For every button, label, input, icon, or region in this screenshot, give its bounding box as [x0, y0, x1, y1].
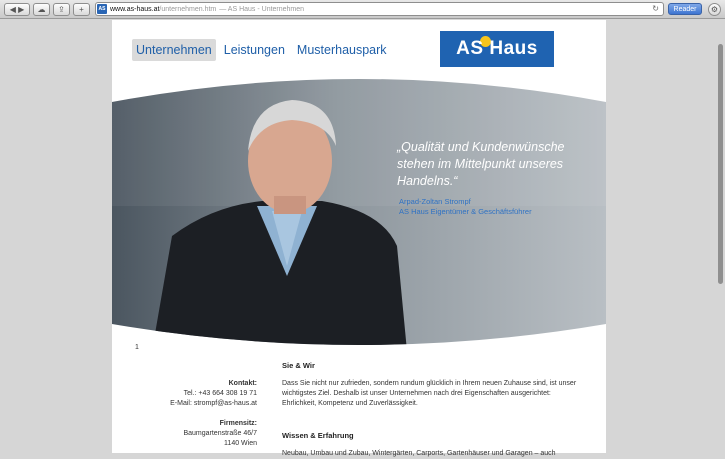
section-text-wissen: Neubau, Umbau und Zubau, Wintergärten, Carports, Gartenhäuser und Garagen – auch — [282, 450, 556, 457]
address-city: 1140 Wien — [224, 440, 257, 447]
share-icon: ⇪ — [58, 4, 65, 14]
back-forward-buttons[interactable] — [4, 3, 30, 16]
reader-button[interactable]: Reader — [668, 3, 702, 15]
scrollbar[interactable] — [716, 20, 725, 453]
address-bar[interactable] — [95, 2, 664, 16]
web-page — [112, 20, 606, 457]
back-icon[interactable]: ◀ — [9, 4, 16, 14]
cloud-button[interactable] — [33, 3, 50, 16]
author-role: AS Haus Eigentümer & Geschäftsführer — [399, 207, 532, 216]
url-page-title: — AS Haus - Unternehmen — [219, 5, 305, 13]
section-text-sie-wir: Dass Sie nicht nur zufrieden, sondern rundum glücklich in Ihrem neuen Zuhause sind, ist unser wichtigstes Ziel. Deshalb ist unser Unternehmen nach drei Eigenschaften ausgerichtet: Ehrlichkeit, Kompetenz und Zuverlässigkeit. — [282, 380, 577, 407]
contact-block — [170, 379, 257, 409]
url-host: www.as-haus.at — [110, 5, 160, 13]
gear-icon[interactable]: ⚙ — [708, 3, 721, 16]
main-nav — [132, 39, 395, 61]
address-title: Firmensitz: — [219, 420, 257, 427]
nav-item-musterhauspark[interactable]: Musterhauspark — [296, 43, 387, 57]
browser-toolbar — [0, 0, 725, 19]
share-button[interactable] — [53, 3, 70, 16]
nav-item-unternehmen[interactable]: Unternehmen — [132, 39, 216, 61]
hero-author — [399, 197, 532, 217]
contact-tel: Tel.: +43 664 308 19 71 — [183, 390, 257, 397]
reload-icon[interactable]: ↻ — [652, 4, 659, 13]
cloud-icon: ☁ — [37, 4, 46, 14]
scroll-thumb[interactable] — [718, 44, 723, 284]
contact-email[interactable]: E-Mail: strompf@as-haus.at — [170, 400, 257, 407]
forward-icon[interactable]: ▶ — [18, 4, 25, 14]
url-path: /unternehmen.htm — [159, 5, 217, 13]
address-street: Baumgartenstraße 46/7 — [183, 430, 257, 437]
author-name: Arpad-Zoltan Strompf — [399, 197, 471, 206]
add-tab-button[interactable] — [73, 3, 90, 16]
hero-banner — [112, 66, 606, 351]
address-block — [183, 419, 257, 449]
favicon: AS — [98, 6, 106, 12]
logo-text: AS Haus — [456, 38, 538, 59]
page-number: 1 — [135, 344, 139, 351]
nav-item-leistungen[interactable]: Leistungen — [223, 43, 285, 57]
contact-title: Kontakt: — [228, 380, 257, 387]
hero-quote: „Qualität und Kundenwünsche stehen im Mittelpunkt unseres Handelns.“ — [397, 140, 565, 188]
section-title-wissen: Wissen & Erfahrung — [282, 431, 354, 440]
as-haus-logo[interactable] — [440, 31, 554, 67]
section-title-sie-wir: Sie & Wir — [282, 361, 315, 370]
add-icon: + — [79, 4, 84, 14]
